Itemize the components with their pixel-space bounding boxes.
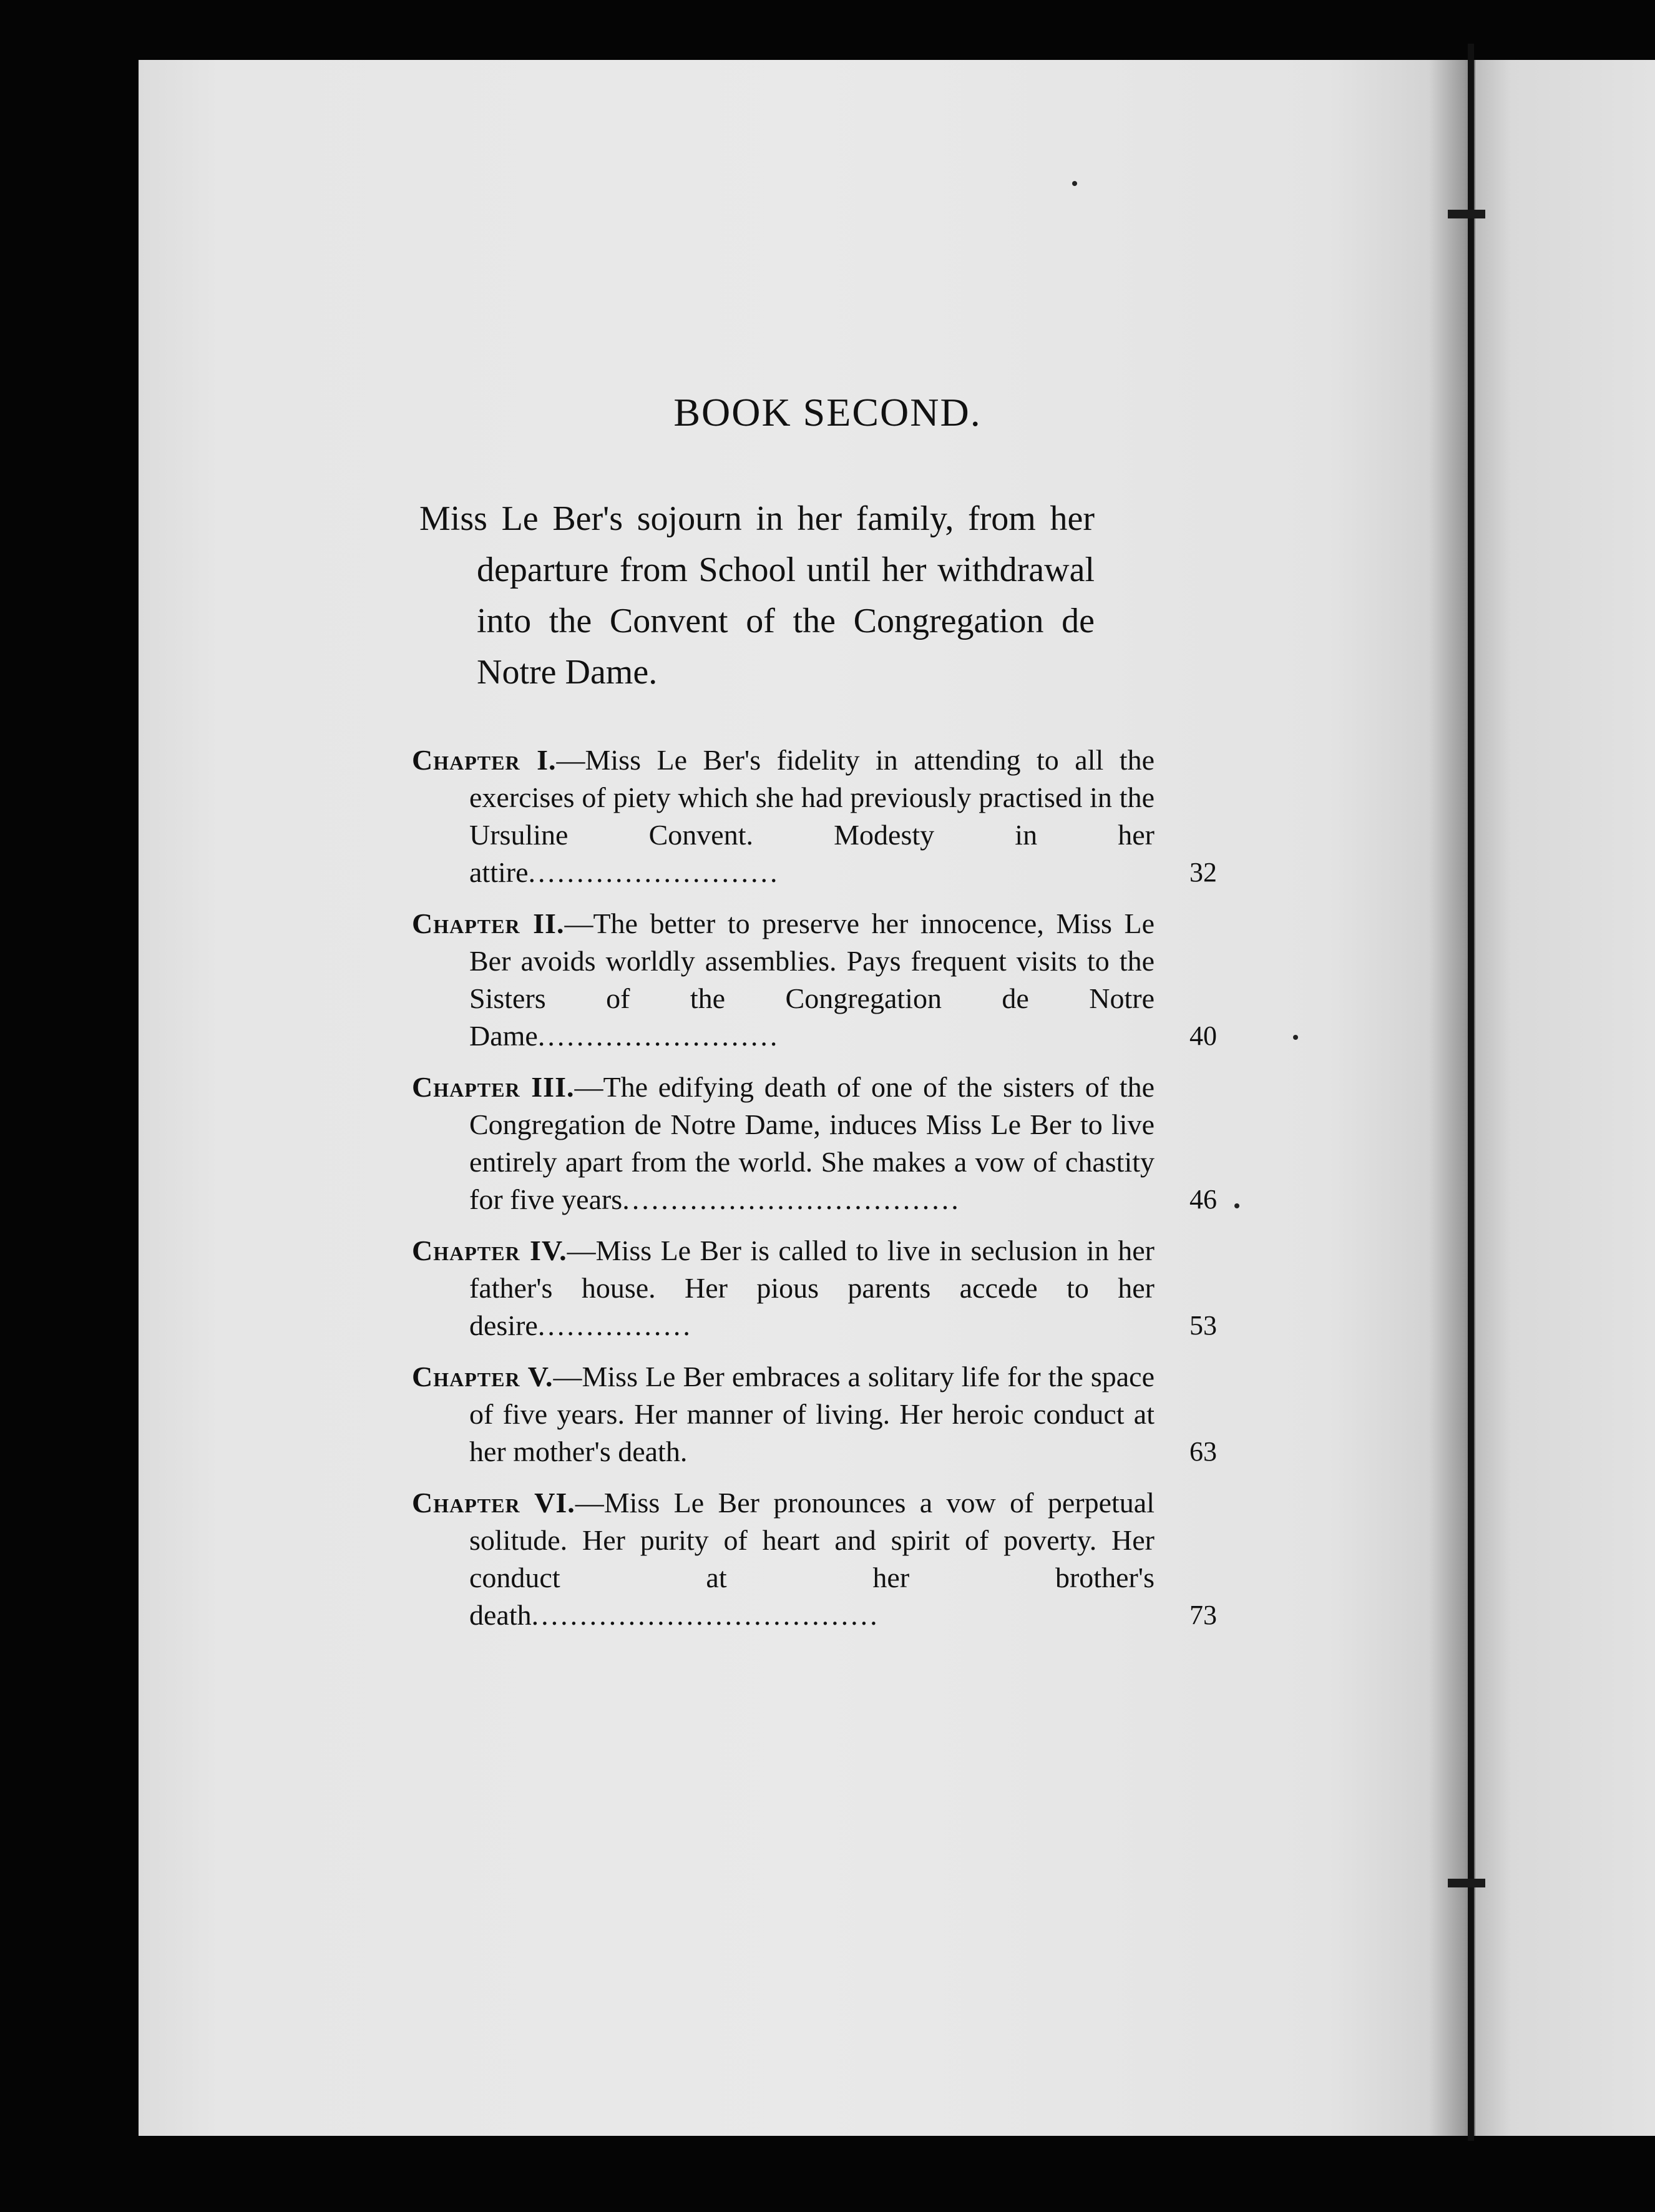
chapter-description: —Miss Le Ber's fidelity in attending to all the exercises of piety which she had previously practised in the Ursuline Convent. Modesty in her attire — [469, 744, 1155, 888]
dot-leader: .......................... — [528, 856, 780, 888]
page-number: 46 — [1189, 1184, 1217, 1215]
page-number: 63 — [1189, 1436, 1217, 1467]
chapter-label: Chapter III. — [412, 1071, 575, 1103]
chapter-label: Chapter VI. — [412, 1487, 575, 1519]
toc-entry — [412, 1484, 1217, 1634]
chapter-description: —The edifying death of one of the sisters of the Congregation de Notre Dame, induces Miss Le Ber to live entirely apart from the world. She makes a vow of chastity for five years — [469, 1071, 1155, 1215]
toc-entry — [412, 1069, 1217, 1218]
chapter-label: Chapter V. — [412, 1361, 554, 1392]
chapter-description: —Miss Le Ber is called to live in seclusion in her father's house. Her pious parents accede to her desire — [469, 1235, 1155, 1341]
book-heading: BOOK SECOND. — [673, 390, 982, 434]
toc-entry — [412, 905, 1217, 1055]
binding-mark — [1448, 210, 1485, 218]
paper-speck — [1072, 181, 1077, 186]
chapter-description: —Miss Le Ber embraces a solitary life for the space of five years. Her manner of living. Her heroic conduct at her mother's death. — [469, 1361, 1155, 1467]
chapter-label: Chapter I. — [412, 744, 557, 776]
dot-leader: ......................... — [537, 1020, 780, 1052]
page-number: 32 — [1189, 857, 1217, 888]
table-of-contents — [412, 741, 1217, 1648]
page-number: 40 — [1189, 1020, 1217, 1051]
paper-speck — [1293, 1035, 1298, 1040]
spine-line — [1468, 44, 1474, 2141]
dot-leader: ................................... — [622, 1183, 961, 1215]
chapter-description: —Miss Le Ber pronounces a vow of perpetual solitude. Her purity of heart and spirit of poverty. Her conduct at her brother's death — [469, 1487, 1155, 1631]
facing-page-edge — [1475, 60, 1655, 2136]
dot-leader: .................................... — [531, 1599, 880, 1631]
toc-entry — [412, 1232, 1217, 1344]
dot-leader: ................ — [537, 1309, 693, 1341]
binding-mark — [1448, 1879, 1485, 1887]
toc-entry — [412, 1358, 1217, 1471]
chapter-description: —The better to preserve her innocence, Miss Le Ber avoids worldly assemblies. Pays frequent visits to the Sisters of the Congregation de Notre Dame — [469, 908, 1155, 1052]
chapter-label: Chapter IV. — [412, 1235, 567, 1266]
book-summary: Miss Le Ber's sojourn in her family, from her departure from School until her withdrawal into the Convent of the Congregation de Notre Dame. — [419, 499, 1095, 692]
page-number: 53 — [1189, 1310, 1217, 1341]
toc-entry — [412, 741, 1217, 891]
chapter-label: Chapter II. — [412, 908, 565, 939]
paper-speck — [1234, 1203, 1239, 1208]
page-number: 73 — [1189, 1600, 1217, 1630]
